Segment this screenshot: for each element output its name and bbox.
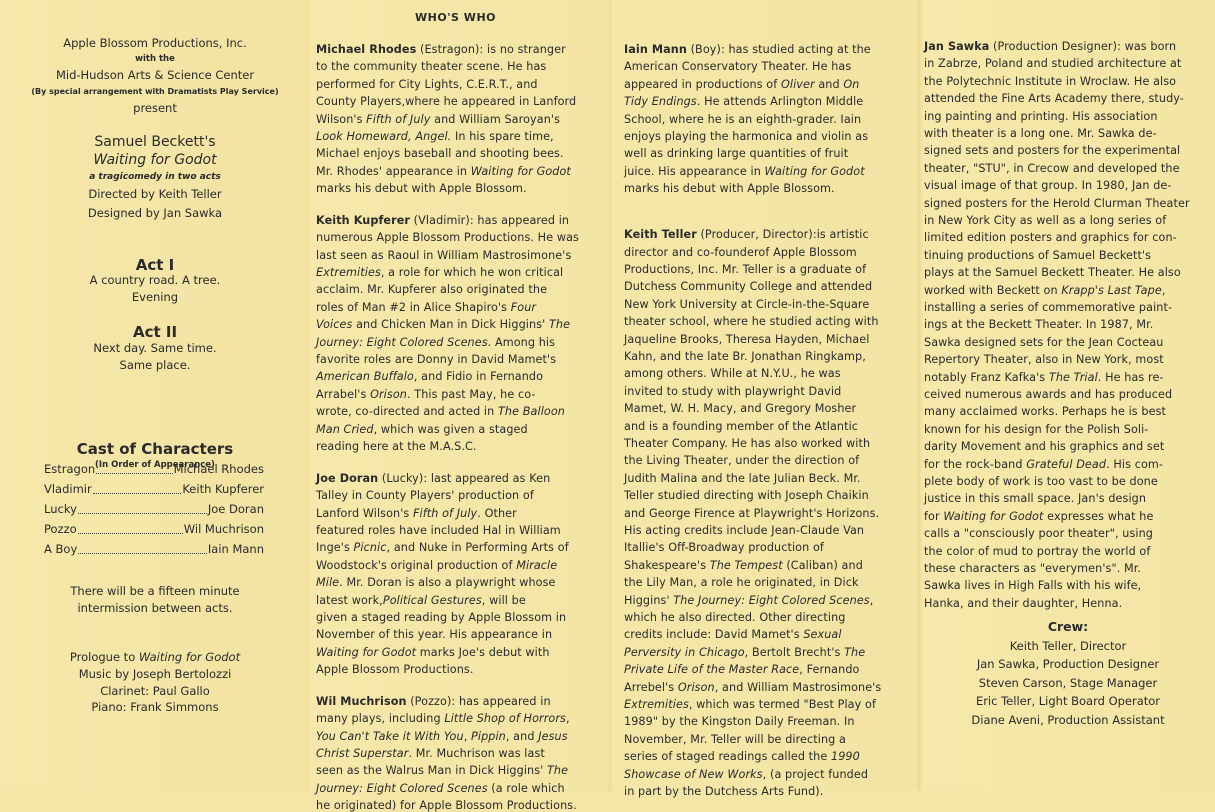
bio-line: Sawka lives in High Falls with his wife, [924, 579, 1142, 593]
bio-line: in New York City as well as a long series of [924, 214, 1167, 227]
bio-line: in part by the Dutchess Arts Fund). [624, 784, 824, 798]
music-credit: Music by Joseph Bertolozzi [78, 667, 232, 681]
subtitle: a tragicomedy in two acts [89, 172, 221, 182]
bio-line: limited edition posters and graphics for con- [924, 231, 1177, 245]
bio-line: Itallie's Off-Broadway production of [624, 541, 824, 555]
bio-line: Productions, Inc. Mr. Teller is a graduate of [624, 262, 867, 276]
bio-line: installing a series of commemorative paint- [924, 301, 1173, 314]
bio-line: the Living Theater, under the direction of [624, 454, 860, 468]
bio-line: American Buffalo, and Fidio in Fernando [316, 370, 544, 384]
bio-line: the Polytechnic Institute in Wroclaw. He also [924, 74, 1177, 88]
bio-line: American Conservatory Theater. He has [624, 60, 852, 74]
bio-line: and is a founding member of the Atlantic [624, 419, 859, 433]
with-the: with the [135, 54, 175, 64]
bio-line: Keith Teller (Producer, Director):is artistic [624, 228, 869, 242]
cast-leader [93, 479, 182, 494]
bio-line: juice. His appearance in Waiting for Godot [624, 164, 865, 178]
clarinet-credit: Clarinet: Paul Gallo [100, 684, 210, 698]
bio-line: Iain Mann (Boy): has studied acting at the [624, 43, 871, 56]
bio-line: Sawka designed sets for the Jean Cocteau [924, 335, 1164, 349]
bio-line: to the community theater scene. He has [316, 60, 547, 74]
bio-line: worked with Beckett on Krapp's Last Tape, [924, 283, 1166, 297]
directed-by: Directed by Keith Teller [88, 187, 222, 201]
bio-line: His acting credits include Jean-Claude Van [624, 523, 865, 537]
bio-line: November of this year. His appearance in [316, 628, 553, 642]
bio-line: darity Movement and his graphics and set [924, 440, 1165, 454]
bio-line: ing painting and printing. His association [924, 109, 1158, 123]
bio-line: reading here at the M.A.S.C. [316, 440, 477, 454]
cast-row [44, 479, 264, 499]
bio-line: these characters as "everymen's". Mr. [924, 562, 1142, 575]
prologue-prefix: Prologue to [69, 650, 139, 664]
cast-role: Vladimir [44, 482, 92, 496]
bio-line: Higgins' The Journey: Eight Colored Scenes, [624, 593, 874, 607]
bio-line: Theater Company. He has also worked with [624, 436, 871, 450]
bio-line: marks his debut with Apple Blossom. [624, 182, 835, 196]
bio-line: enjoys playing the harmonica and violin as [624, 130, 869, 143]
bio-line: series of staged readings called the 1990 [624, 750, 860, 764]
bio-line: in Zabrze, Poland and studied architecture at [924, 57, 1182, 71]
act2-title: Act II [132, 323, 178, 341]
bio-line: Michael Rhodes (Estragon): is no stranger [316, 43, 566, 56]
bio-line: 1989" by the Kingston Daily Freeman. In [624, 715, 855, 729]
bio-line: appeared in productions of Oliver and On [624, 77, 860, 91]
bio-line: the color of mud to portray the world of [924, 544, 1151, 558]
crew-member: Steven Carson, Stage Manager [978, 675, 1158, 690]
bio-line: New York University at Circle-in-the-Square [624, 297, 870, 311]
presenter: Apple Blossom Productions, Inc. [63, 36, 247, 50]
bio-line: which he also directed. Other directing [624, 610, 846, 624]
bio-line: Wil Muchrison (Pozzo): has appeared in [316, 694, 551, 708]
whos-who-heading: WHO'S WHO [415, 11, 497, 24]
crew-member: Jan Sawka, Production Designer [976, 657, 1160, 671]
bio-line: Look Homeward, Angel. In his spare time, [316, 130, 554, 143]
crew-section [928, 618, 1208, 729]
cast-list [44, 459, 264, 559]
cast-actor: Wil Muchrison [183, 522, 264, 536]
bio-line: Woodstock's original production of Miracle [316, 558, 558, 572]
bio-line: Man Cried, which was given a staged [316, 422, 528, 436]
bio-line: Repertory Theater, also in New York, most [924, 353, 1164, 367]
bio-line: Joe Doran (Lucky): last appeared as Ken [316, 471, 551, 485]
bio-line: roles of Man #2 in Alice Shapiro's Four [316, 300, 537, 314]
bio-line: plete body of work is too vast to be done [924, 475, 1158, 488]
bio-line: Christ Superstar. Mr. Muchrison was last [316, 747, 545, 760]
bio-line: Tidy Endings. He attends Arlington Middle [624, 95, 864, 109]
bio-line: Inge's Picnic, and Nuke in Performing Arts of [316, 541, 569, 555]
bio-line: Talley in County Players' production of [316, 489, 534, 503]
bio-line: numerous Apple Blossom Productions. He was [316, 231, 579, 245]
bio-line: You Can't Take it With You, Pippin, and Jesus [316, 729, 568, 743]
bio-line: Michael enjoys baseball and shooting bees. [316, 147, 564, 161]
cast-role: Pozzo [44, 522, 77, 536]
cast-title: Cast of Characters [76, 440, 234, 458]
act1-title: Act I [135, 256, 175, 274]
cast-actor: Keith Kupferer [182, 482, 264, 496]
crew-member: Diane Aveni, Production Assistant [971, 712, 1165, 727]
prologue-title: Waiting for Godot [138, 650, 241, 664]
bio-line: Mr. Rhodes' appearance in Waiting for Godot [316, 164, 571, 178]
bio-line: he originated) for Apple Blossom Productions. [316, 799, 577, 812]
play-title: Waiting for Godot [93, 152, 217, 168]
bio-line: Jaqueline Brooks, Theresa Hayden, Michael [624, 332, 870, 346]
bio-line: notably Franz Kafka's The Trial. He has re- [924, 370, 1164, 384]
cast-actor: Joe Doran [207, 502, 264, 516]
bio-line: plays at the Samuel Beckett Theater. He also [924, 266, 1181, 280]
bio-line: last seen as Raoul in William Mastrosimone's [316, 248, 572, 262]
bio-line: ings at the Beckett Theater. In 1987, Mr. [924, 318, 1154, 332]
cast-actor: Michael Rhodes [173, 462, 264, 476]
bios-column-2 [310, 0, 610, 812]
bio-line: favorite roles are Donny in David Mamet's [316, 353, 557, 367]
bio-line: Arrebel's Orison, and William Mastrosimone's [624, 680, 882, 694]
bio-line: Kahn, and the late Br. Jonathan Ringkamp, [624, 349, 866, 363]
crew-member: Eric Teller, Light Board Operator [975, 694, 1161, 708]
bio-line: calls a "consciously poor theater", using [924, 527, 1153, 541]
crew-list [928, 637, 1208, 730]
bio-line: well as drinking large quantities of fruit [624, 147, 849, 161]
bio-line: signed posters for the Herold Clurman Theater [924, 196, 1190, 210]
bio-line: theater, "STU", in Crecow and developed the [924, 161, 1180, 175]
cast-role: Lucky [44, 502, 77, 516]
bio-line: known for his design for the Polish Soli- [924, 422, 1149, 436]
bio-line: Arrabel's Orison. This past May, he co- [316, 387, 536, 401]
cast-leader [78, 519, 183, 534]
bio-line: performed for City Lights, C.E.R.T., and [316, 77, 538, 91]
bio-line: Jan Sawka (Production Designer): was born [924, 40, 1177, 53]
crew-title: Crew: [1047, 619, 1089, 634]
bio-line: Shakespeare's The Tempest (Caliban) and [624, 558, 863, 572]
bio-line: Hanka, and their daughter, Henna. [924, 596, 1123, 610]
intermission-line1: There will be a fifteen minute [70, 584, 240, 598]
bios-column-3 [618, 0, 916, 798]
bio-line: Teller studied directing with Joseph Chaikin [624, 489, 869, 503]
bio-line: director and co-founderof Apple Blossom [624, 245, 857, 259]
piano-credit: Piano: Frank Simmons [91, 700, 219, 714]
intermission-line2: intermission between acts. [77, 601, 233, 615]
title-panel [0, 0, 310, 791]
bio-line: tinuing productions of Samuel Beckett's [924, 248, 1152, 262]
designed-by: Designed by Jan Sawka [87, 206, 223, 220]
prologue [0, 650, 310, 664]
bio-line: ceived numerous awards and has produced [924, 388, 1173, 401]
cast-row [44, 519, 264, 539]
act1-line2: Evening [131, 290, 179, 304]
cast-leader [78, 539, 207, 554]
crew-member: Keith Teller, Director [1009, 638, 1127, 653]
bio-line: the Lily Man, a role he originated, in Dick [624, 576, 859, 590]
bio-line: credits include: David Mamet's Sexual [624, 628, 842, 642]
bio-line: signed sets and posters for the experimental [924, 144, 1181, 158]
bio-line: and George Firence at Playwright's Horizons. [624, 506, 880, 520]
bio-line: County Players,where he appeared in Lanford [316, 95, 577, 109]
play-author: Samuel Beckett's [94, 134, 216, 150]
bio-line: Judith Malina and the late Julian Beck. Mr. [624, 471, 861, 485]
act2-line1: Next day. Same time. [93, 341, 217, 355]
bio-line: Lanford Wilson's Fifth of July. Other [316, 506, 517, 520]
bio-line: School, where he is an eighth-grader. Iain [624, 112, 862, 126]
bio-line: among others. While at N.Y.U., he was [624, 367, 841, 381]
center-name: Mid-Hudson Arts & Science Center [55, 68, 255, 82]
bio-line: Journey: Eight Colored Scenes. Among his [316, 335, 556, 349]
bio-line: Wilson's Fifth of July and William Saroyan's [316, 112, 560, 126]
cast-row [44, 459, 264, 479]
bio-line: Apple Blossom Productions. [316, 663, 474, 677]
bio-line: Voices and Chicken Man in Dick Higgins' The [316, 318, 571, 332]
bio-line: many acclaimed works. Perhaps he is best [924, 405, 1166, 419]
bio-line: Perversity in Chicago, Bertolt Brecht's The [624, 645, 866, 659]
bio-line: latest work,Political Gestures, will be [316, 593, 526, 607]
bio-line: featured roles have included Hal in William [316, 523, 561, 537]
bio-line: Private Life of the Master Race, Fernando [624, 663, 860, 677]
bio-line: for the rock-band Grateful Dead. His com- [924, 457, 1164, 471]
bio-line: Waiting for Godot marks Joe's debut with [316, 645, 550, 659]
bio-line: Journey: Eight Colored Scenes (a role which [316, 781, 565, 795]
bio-line: theater school, where he studied acting with [624, 315, 879, 329]
present: present [133, 101, 177, 115]
act2-line2: Same place. [119, 358, 191, 372]
bio-line: with theater is a long one. Mr. Sawka de- [924, 127, 1157, 140]
arrangement: (By special arrangement with Dramatists Play Service) [31, 87, 279, 96]
bio-line: Mile. Mr. Doran is also a playwright whose [316, 576, 556, 590]
bio-line: Extremities, which was termed "Best Play of [624, 697, 876, 711]
bio-line: invited to study with playwright David [624, 384, 842, 398]
bio-line: given a staged reading by Apple Blossom in [316, 610, 567, 624]
bio-line: Dutchess Community College and attended [624, 280, 873, 294]
cast-role: A Boy [44, 542, 78, 556]
bio-line: Keith Kupferer (Vladimir): has appeared in [316, 213, 570, 227]
bio-line: Mamet, W. H. Macy, and Gregory Mosher [624, 402, 857, 416]
cast-role: Estragon [44, 462, 96, 476]
bio-line: visual image of that group. In 1980, Jan de- [924, 179, 1172, 193]
act1-line1: A country road. A tree. [89, 273, 221, 287]
bio-line: marks his debut with Apple Blossom. [316, 182, 527, 196]
cast-subtitle: (In Order of Appearance) [95, 460, 215, 470]
cast-actor: Iain Mann [207, 542, 264, 556]
bio-line: justice in this small space. Jan's design [924, 492, 1147, 506]
bio-line: November, Mr. Teller will be directing a [624, 732, 846, 746]
bio-line: attended the Fine Arts Academy there, study- [924, 92, 1184, 106]
bio-line: seen as the Walrus Man in Dick Higgins' The [316, 764, 569, 778]
bio-line: for Waiting for Godot expresses what he [924, 509, 1154, 523]
cast-row [44, 499, 264, 519]
bio-line: wrote, co-directed and acted in The Balloon [316, 405, 565, 419]
cast-leader [96, 459, 172, 474]
cast-leader [78, 499, 207, 514]
bio-line: Extremities, a role for which he won critical [316, 266, 564, 280]
bio-line: Showcase of New Works, (a project funded [624, 767, 869, 781]
cast-row [44, 539, 264, 559]
bio-line: many plays, including Little Shop of Horrors, [316, 712, 570, 726]
bio-line: acclaim. Mr. Kupferer also originated the [316, 283, 548, 297]
